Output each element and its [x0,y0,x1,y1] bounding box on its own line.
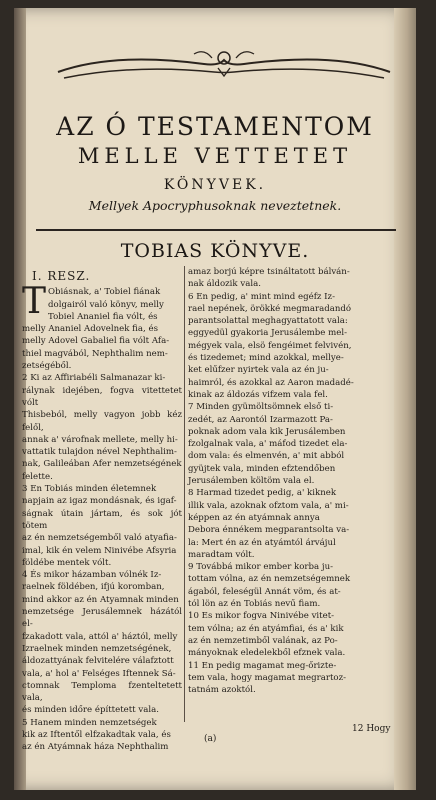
left-text-line: imal, kik én velem Ninivébe Afsyria [22,545,177,556]
ornament-headpiece [54,42,394,86]
main-title-line1: AZ Ó TESTAMENTOM [56,112,374,141]
right-text-line: Jerusálemben költöm vala el. [188,476,315,487]
right-text-line: gyüjtek vala, minden efztendőben [188,463,336,474]
left-text-line: raelnek földében, ifjú koromban, [22,582,165,593]
right-text-line: poknak adom vala kik Jerusálemben [188,426,346,437]
left-text-line: vattatik tulajdon nével Nephthalim- [22,447,177,458]
left-text-line: annak a' várofnak mellete, melly hi- [22,434,178,445]
left-text-line: kik az Iftentől elfzakadtak vala, és [22,729,171,740]
right-text-line: kinak az áldozás vifzem vala fel. [188,389,328,400]
left-text-line: 4 És mikor házamban vólnék Iz- [22,570,162,581]
right-text-line: és tizedemet; mind azokkal, mellye- [188,353,344,364]
left-text-line: és minden időre építtetett vala. [22,705,159,716]
signature-mark: (a) [204,734,217,744]
left-text-line: az én nemzetségemből való atyafia- [22,533,177,544]
title-rule [36,229,396,231]
left-text-line: rálynak idejében, fogva vitettetet vólt [22,385,182,408]
left-text-line: zetségéből. [22,361,72,372]
right-text-line: 9 Továbbá mikor ember korba ju- [188,562,334,573]
column-divider [184,266,185,722]
left-lines [22,281,182,753]
right-text-line: ket elűfzer nyirtek vala az én ju- [188,365,329,376]
right-text-line: 10 Es mikor fogva Ninivébe vitet- [188,611,335,622]
right-text-line: tól lön az én Tobiás nevű fiam. [188,599,321,610]
right-text-line: 11 En pedig magamat meg-őrizte- [188,660,337,671]
left-text-line: vala, a' hol a' Felséges Iftennek Sá- [22,668,176,679]
right-text-line: haimról, és azokkal az Aaron madadé- [188,377,354,388]
right-text-line: illik vala, azoknak ofztom vala, a' mi- [188,500,349,511]
left-text-line: fzakadott vala, attól a' háztól, melly [22,631,178,642]
left-text-line: napjain az igaz mondásnak, és igaf- [22,496,177,507]
right-text-line: rael nepének, örökké megmaradandó [188,303,352,314]
book-page [14,8,416,790]
left-text-column [22,266,182,754]
right-text-line: képpen az én atyámnak annya [188,512,320,523]
right-text-line: la: Mert én az én atyámtól árvájul [188,537,336,548]
right-text-line: eggyedül gyakoria Jerusálembe mel- [188,328,348,339]
left-text-line: felette. [22,471,53,482]
left-text-line: Thisbeból, melly vagyon jobb kéz felől, [22,410,182,433]
book-title: TOBIAS KÖNYVE. [120,240,310,262]
right-text-line: nak áldozik vala. [188,279,261,290]
left-text-line: 5 Hanem minden nemzetségek [22,717,157,728]
right-text-line: tatnám azoktól. [188,685,256,696]
right-text-line: dom vala: és elmenvén, a' mit abból [188,451,345,462]
left-text-line: 3 En Tobiás minden életemnek [22,484,157,495]
right-text-line: mányoknak eledelekből efznek vala. [188,648,346,659]
left-text-line: áldozattyának felvitelére válafztott [22,656,174,667]
right-text-line: parantsolattal meghagyattatott vala: [188,316,348,327]
left-text-line: 2 Ki az Affiriabéli Salmanazar ki- [22,373,166,384]
right-text-line: tem vólna; az én atyámfiai, és a' kik [188,623,344,634]
drop-cap: T [22,281,47,323]
left-text-line: melly Adovel Gabaliel fia vólt Afa- [22,336,170,347]
left-text-line: thiel magvából, Nephthalim nem- [22,348,168,359]
right-text-line: 7 Minden gyümöltsömnek első ti- [188,402,334,413]
right-text-line: ágaból, feleségül Annát vöm, és at- [188,586,341,597]
right-text-line: amaz borjú képre tsináltatott bálván- [188,267,350,277]
right-text-column [188,266,378,696]
left-text-line: dolgairól való könyv, melly [48,299,164,310]
left-text-line: az én Atyámnak háza Nephthalim [22,742,169,753]
right-lines [188,266,378,696]
main-title-line3: KÖNYVEK. [163,177,267,193]
left-text-line: Obiásnak, a' Tobiel fiának [48,287,161,298]
right-text-line: Debora énnékem megparantsolta va- [188,525,350,536]
left-text-line: Tobiel Ananiel fia vólt, és [48,311,158,322]
left-text-line: mind akkor az én Atyamnak minden [22,594,179,605]
right-text-line: fzolgalnak vala, a' máfod tizedet ela- [188,439,348,450]
left-text-line: nak, Galileában Afer nemzetségének [22,459,182,470]
catchword: 12 Hogy [352,724,391,734]
right-text-line: 6 En pedig, a' mint mind egéfz Iz- [188,291,335,302]
left-text-line: nemzetsége Jerusálemnek házától el- [22,607,182,630]
left-text-line: földébe mentek vólt. [22,557,112,568]
chapter-heading: I. RESZ. [32,269,91,283]
left-text-line: ctomnak Temploma fzenteltetett vala, [22,680,182,704]
left-text-line: Izraelnek minden nemzetségének, [22,643,172,654]
right-text-line: zedét, az Aarontól Izarmazott Pa- [188,414,333,425]
right-text-line: mégyek vala, elsö fengéimet felvivén, [188,340,352,351]
right-text-line: tottam vólna, az én nemzetségemnek [188,574,351,585]
left-text-line: ságnak útain jártam, és sok jót tötem [22,508,182,531]
subtitle: Mellyek Apocryphusoknak neveztetnek. [88,198,342,213]
right-text-line: az én nemzetimből valának, az Po- [188,635,338,646]
right-text-line: tem vala, hogy magamat megrartoz- [188,672,347,683]
main-title-line2: MELLE VETTETET [77,144,353,168]
right-text-line: maradtam vólt. [188,549,255,560]
left-text-line: melly Ananiel Adovelnek fia, és [22,324,158,335]
right-text-line: 8 Harmad tizedet pedig, a' kiknek [188,488,337,499]
